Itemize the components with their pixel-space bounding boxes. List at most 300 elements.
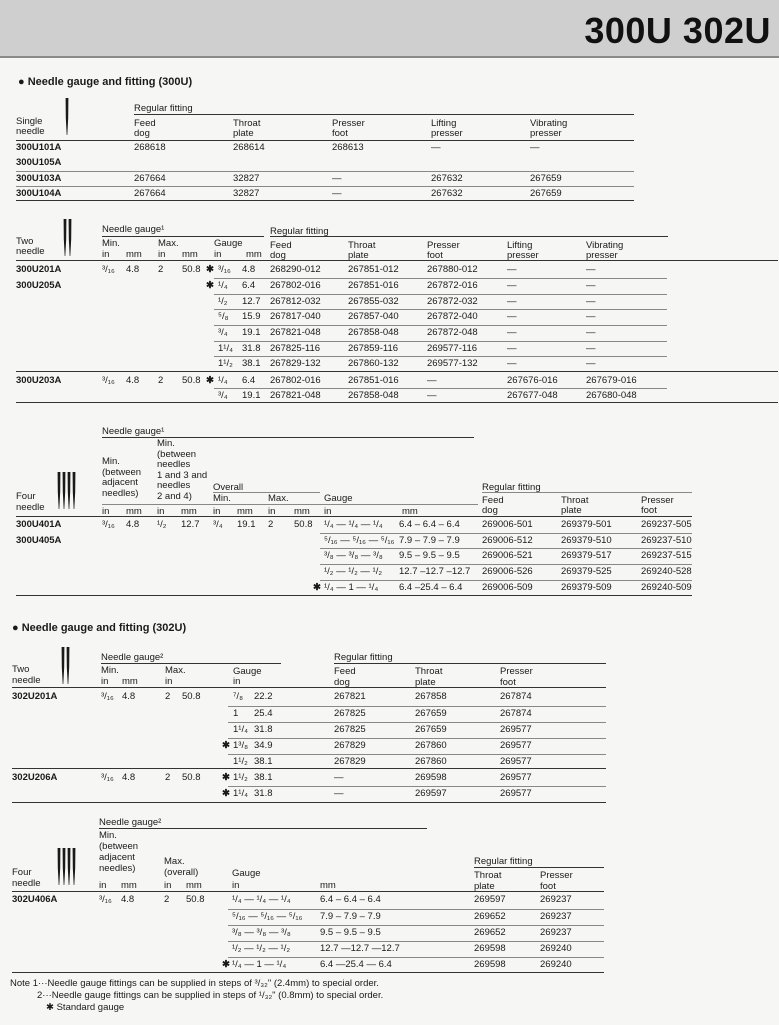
- unit-label: mm: [294, 506, 310, 517]
- col-header: dog: [334, 677, 350, 688]
- table-cell: 32827: [233, 188, 260, 199]
- table-cell: 269577: [500, 772, 532, 783]
- row-rule: [228, 909, 604, 910]
- row-rule: [16, 371, 778, 372]
- table-cell: 267632: [431, 173, 463, 184]
- cell-in: ³/₁₆: [102, 264, 115, 275]
- col-header: Lifting: [431, 118, 457, 129]
- col-header: Throat: [233, 118, 261, 129]
- sub-min: Min.: [213, 493, 231, 504]
- group-rule: [134, 114, 634, 115]
- table-cell: —: [332, 188, 342, 199]
- group-regular-fitting: Regular fitting: [474, 856, 533, 867]
- table-cell: —: [586, 311, 596, 322]
- col-header: presser: [530, 128, 562, 139]
- table-cell: —: [431, 142, 441, 153]
- table-cell: —: [507, 296, 517, 307]
- table-cell: 269240: [540, 943, 572, 954]
- gauge-mm: 38.1: [254, 772, 273, 783]
- group-needle-gauge: Needle gauge²: [101, 652, 164, 663]
- table-cell: 269597: [415, 788, 447, 799]
- table-cell: —: [507, 358, 517, 369]
- col-header: Presser: [641, 495, 674, 506]
- table-cell: 267829-132: [270, 358, 321, 369]
- cell-mm: 4.8: [126, 375, 140, 386]
- model-code: 300U405A: [16, 535, 62, 546]
- standard-star: ✱: [222, 772, 230, 783]
- cell-in: 2: [165, 772, 171, 783]
- cell-mm: 50.8: [182, 772, 201, 783]
- header-rule: [102, 504, 478, 505]
- cell-in: ³/₁₆: [102, 375, 115, 386]
- table-cell: 267860-132: [348, 358, 399, 369]
- gauge-in: ³/₁₆: [218, 264, 231, 275]
- col-header: foot: [540, 881, 556, 892]
- sub-gauge: Gauge: [232, 868, 261, 879]
- row-rule: [12, 802, 606, 803]
- gauge-in: ³/₄: [218, 390, 228, 401]
- table-cell: 269006-501: [482, 519, 533, 530]
- standard-star: ✱: [206, 280, 214, 291]
- group-regular-fitting: Regular fitting: [482, 482, 541, 493]
- table-cell: 267872-048: [427, 327, 478, 338]
- sub-min-13: 2 and 4): [157, 490, 192, 502]
- gauge-mm: 31.8: [254, 788, 273, 799]
- row-rule: [214, 388, 667, 389]
- gauge-mm: 6.4 –25.4 – 6.4: [399, 582, 463, 593]
- gauge-in: ¹/₄ — ¹/₄ — ¹/₄: [232, 894, 291, 905]
- cell-mm: 50.8: [182, 264, 201, 275]
- row-rule: [16, 186, 634, 187]
- table-cell: 267857-040: [348, 311, 399, 322]
- table-cell: 269237-505: [641, 519, 692, 530]
- table-cell: 269379-510: [561, 535, 612, 546]
- row-rule: [16, 171, 634, 172]
- model-code: 300U105A: [16, 157, 62, 168]
- table-cell: 269379-501: [561, 519, 612, 530]
- table-cell: 269006-509: [482, 582, 533, 593]
- table-cell: 267855-032: [348, 296, 399, 307]
- table-cell: 268290-012: [270, 264, 321, 275]
- col-header: plate: [474, 881, 495, 892]
- table-cell: 267680-048: [586, 390, 637, 401]
- cell-mm: 50.8: [182, 691, 201, 702]
- group-rule: [270, 236, 668, 237]
- unit-label: mm: [246, 249, 262, 260]
- table-cell: —: [507, 311, 517, 322]
- gauge-in: ⁷/₈: [233, 691, 244, 702]
- row-rule: [12, 972, 604, 973]
- table-cell: 267659: [530, 173, 562, 184]
- gauge-mm: 19.1: [242, 327, 261, 338]
- gauge-mm: 12.7: [242, 296, 261, 307]
- gauge-in: ¹/₄: [218, 280, 228, 291]
- gauge-mm: 31.8: [242, 343, 261, 354]
- unit-label: in: [157, 506, 165, 517]
- gauge-in: 1¹/₂: [218, 358, 233, 369]
- col-header: Feed: [270, 240, 292, 251]
- col-header: presser: [507, 250, 539, 261]
- standard-star: ✱: [222, 959, 230, 970]
- table-cell: 269006-526: [482, 566, 533, 577]
- sub-min-adjacent: Min.: [102, 456, 120, 467]
- footnote-1: Note 1···Needle gauge fittings can be supplied in steps of ³/₃₂" (2.4mm) to special order.: [10, 978, 379, 989]
- table-cell: 267851-016: [348, 280, 399, 291]
- col-header: Presser: [427, 240, 460, 251]
- gauge-in: 1¹/₄: [233, 788, 248, 799]
- unit-label: mm: [186, 880, 202, 891]
- row-rule: [214, 278, 667, 279]
- group-needle-gauge: Needle gauge²: [99, 817, 162, 828]
- table-cell: 267802-016: [270, 375, 321, 386]
- group-needle-gauge: Needle gauge¹: [102, 224, 165, 235]
- unit-label: in: [268, 506, 276, 517]
- row-rule: [228, 925, 604, 926]
- sub-max: Max.: [268, 493, 289, 504]
- cell-value: 19.1: [237, 519, 256, 530]
- row-rule: [16, 402, 778, 403]
- table-cell: 267679-016: [586, 375, 637, 386]
- col-header: Presser: [540, 870, 573, 881]
- gauge-mm: 12.7 –12.7 –12.7: [399, 566, 471, 577]
- table-cell: —: [334, 772, 344, 783]
- row-rule: [320, 533, 692, 534]
- gauge-in: ¹/₄ — 1 — ¹/₄: [324, 582, 379, 593]
- cell-in: 2: [164, 894, 170, 905]
- col-header: dog: [134, 128, 150, 139]
- gauge-mm: 25.4: [254, 708, 273, 719]
- unit-label: mm: [121, 880, 137, 891]
- row-label-needle: needle: [12, 878, 41, 889]
- cell-mm: 50.8: [186, 894, 205, 905]
- col-header: foot: [500, 677, 516, 688]
- table-cell: 269598: [415, 772, 447, 783]
- col-header: dog: [270, 250, 286, 261]
- table-cell: 269652: [474, 927, 506, 938]
- gauge-in: 1¹/₄: [218, 343, 233, 354]
- gauge-in: ¹/₄ — 1 — ¹/₄: [232, 959, 287, 970]
- table-cell: 269237: [540, 894, 572, 905]
- col-header: plate: [415, 677, 436, 688]
- unit-label: in: [158, 249, 166, 260]
- table-cell: —: [586, 358, 596, 369]
- table-cell: 268613: [332, 142, 364, 153]
- unit-label: in: [102, 506, 110, 517]
- group-rule: [102, 236, 264, 237]
- unit-label: mm: [402, 506, 418, 517]
- col-header: Throat: [348, 240, 376, 251]
- cell-mm: 4.8: [126, 264, 140, 275]
- table-cell: 269237-515: [641, 550, 692, 561]
- cell-value: ¹/₂: [157, 519, 167, 530]
- row-label-two: Two: [12, 664, 30, 675]
- table-cell: 269598: [474, 959, 506, 970]
- unit-label: in: [101, 676, 109, 687]
- needle-icon: [64, 96, 73, 136]
- gauge-mm: 38.1: [254, 756, 273, 767]
- group-rule: [474, 867, 604, 868]
- unit-label: mm: [126, 506, 142, 517]
- row-rule: [320, 548, 692, 549]
- row-rule: [228, 786, 606, 787]
- group-needle-gauge: Needle gauge¹: [102, 426, 165, 437]
- col-header: Feed: [134, 118, 156, 129]
- row-rule: [214, 309, 667, 310]
- table-cell: 269379-517: [561, 550, 612, 561]
- table-cell: 269577: [500, 724, 532, 735]
- table-cell: 267659: [415, 724, 447, 735]
- sub-max: Max.: [158, 238, 179, 249]
- col-header: Presser: [500, 666, 533, 677]
- cell-value: 4.8: [126, 519, 140, 530]
- unit-label: in: [232, 880, 240, 891]
- gauge-mm: 34.9: [254, 740, 273, 751]
- row-rule: [320, 564, 692, 565]
- row-rule: [228, 738, 606, 739]
- unit-label: in: [213, 506, 221, 517]
- table-cell: 269597: [474, 894, 506, 905]
- col-header: plate: [561, 505, 582, 516]
- model-code: 300U203A: [16, 375, 62, 386]
- gauge-in: 1: [233, 708, 239, 719]
- row-label-single: Single: [16, 116, 43, 127]
- model-code: 300U401A: [16, 519, 62, 530]
- table-cell: —: [530, 142, 540, 153]
- model-code: 300U103A: [16, 173, 62, 184]
- table-cell: 267825-116: [270, 343, 321, 354]
- gauge-in: ³/₈ — ³/₈ — ³/₈: [232, 927, 291, 938]
- gauge-mm: 38.1: [242, 358, 261, 369]
- table-cell: —: [427, 375, 437, 386]
- unit-label: in: [99, 880, 107, 891]
- table-cell: 267851-012: [348, 264, 399, 275]
- table-cell: —: [334, 788, 344, 799]
- row-rule: [16, 200, 634, 201]
- standard-star: ✱: [313, 582, 321, 593]
- unit-label: mm: [320, 880, 336, 891]
- group-rule: [99, 828, 427, 829]
- row-rule: [16, 595, 692, 596]
- sub-min-13: needles: [157, 459, 191, 470]
- table-cell: 267676-016: [507, 375, 558, 386]
- col-header: Vibrating: [586, 240, 624, 251]
- cell-in: 2: [158, 375, 164, 386]
- table-cell: 267860: [415, 740, 447, 751]
- sub-gauge: Gauge: [233, 666, 262, 677]
- table-cell: 269379-509: [561, 582, 612, 593]
- sub-min-adjacent: Min.: [99, 830, 117, 841]
- table-cell: —: [507, 264, 517, 275]
- table-cell: 267659: [415, 708, 447, 719]
- table-cell: —: [332, 173, 342, 184]
- footnote-2: 2···Needle gauge fittings can be supplied in steps of ¹/₃₂" (0.8mm) to special order.: [37, 990, 384, 1001]
- needle-icon: [62, 217, 76, 257]
- cell-in: ³/₁₆: [101, 772, 114, 783]
- row-label-needle: needle: [16, 502, 45, 513]
- cell-mm: 50.8: [182, 375, 201, 386]
- unit-label: in: [165, 676, 173, 687]
- row-label-needle: needle: [16, 246, 45, 257]
- table-cell: 267872-016: [427, 280, 478, 291]
- gauge-mm: 7.9 – 7.9 – 7.9: [320, 911, 381, 922]
- col-header: Throat: [561, 495, 589, 506]
- cell-mm: 4.8: [122, 772, 136, 783]
- model-code: 300U205A: [16, 280, 62, 291]
- table-cell: 267880-012: [427, 264, 478, 275]
- sub-gauge: Gauge: [214, 238, 243, 249]
- cell-value: ³/₁₆: [102, 519, 115, 530]
- cell-mm: 4.8: [122, 691, 136, 702]
- header-rule: [16, 516, 692, 517]
- gauge-mm: 7.9 – 7.9 – 7.9: [399, 535, 460, 546]
- gauge-in: 1¹/₄: [233, 724, 248, 735]
- sub-min-adjacent: (between: [99, 841, 139, 852]
- cell-in: ³/₁₆: [99, 894, 112, 905]
- standard-star: ✱: [206, 264, 214, 275]
- top-banner: [0, 0, 779, 58]
- group-rule: [334, 663, 606, 664]
- gauge-mm: 15.9: [242, 311, 261, 322]
- gauge-mm: 31.8: [254, 724, 273, 735]
- col-header: presser: [586, 250, 618, 261]
- table-cell: 269237: [540, 927, 572, 938]
- table-cell: 269379-525: [561, 566, 612, 577]
- gauge-mm: 6.4 – 6.4 – 6.4: [399, 519, 460, 530]
- table-cell: 267872-032: [427, 296, 478, 307]
- sub-overall: Overall: [213, 482, 244, 493]
- gauge-mm: 19.1: [242, 390, 261, 401]
- table-cell: 267872-040: [427, 311, 478, 322]
- cell-value: 2: [268, 519, 274, 530]
- unit-label: mm: [237, 506, 253, 517]
- gauge-mm: 6.4 —25.4 — 6.4: [320, 959, 392, 970]
- unit-label: mm: [122, 676, 138, 687]
- table-cell: 269652: [474, 911, 506, 922]
- section-heading-300u: ● Needle gauge and fitting (300U): [18, 76, 193, 88]
- unit-label: mm: [182, 249, 198, 260]
- table-cell: 267802-016: [270, 280, 321, 291]
- gauge-in: 1¹/₂: [233, 772, 248, 783]
- sub-max: (overall): [164, 867, 199, 878]
- model-code: 300U201A: [16, 264, 62, 275]
- table-cell: 267821-048: [270, 327, 321, 338]
- gauge-mm: 4.8: [242, 264, 256, 275]
- table-cell: 269240: [540, 959, 572, 970]
- col-header: plate: [233, 128, 254, 139]
- sub-min-13: Min.: [157, 438, 175, 449]
- table-cell: 267821: [334, 691, 366, 702]
- row-rule: [214, 341, 667, 342]
- table-cell: 267860: [415, 756, 447, 767]
- table-cell: 269237: [540, 911, 572, 922]
- needle-icon: [56, 846, 80, 886]
- gauge-in: ¹/₄: [218, 375, 228, 386]
- group-regular-fitting: Regular fitting: [270, 226, 329, 237]
- table-cell: —: [586, 327, 596, 338]
- model-code: 302U201A: [12, 691, 58, 702]
- table-cell: 267677-048: [507, 390, 558, 401]
- col-header: foot: [427, 250, 443, 261]
- table-cell: 269006-521: [482, 550, 533, 561]
- gauge-in: ¹/₄ — ¹/₄ — ¹/₄: [324, 519, 383, 530]
- col-header: Throat: [415, 666, 443, 677]
- gauge-mm: 6.4: [242, 375, 256, 386]
- row-rule: [320, 580, 692, 581]
- gauge-in: ³/₈ — ³/₈ — ³/₈: [324, 550, 383, 561]
- col-header: foot: [641, 505, 657, 516]
- table-cell: 268618: [134, 142, 166, 153]
- cell-in: 2: [165, 691, 171, 702]
- table-cell: 267858-048: [348, 327, 399, 338]
- header-rule: [12, 687, 606, 688]
- table-cell: 267821-048: [270, 390, 321, 401]
- group-rule: [101, 663, 281, 664]
- table-cell: —: [586, 264, 596, 275]
- unit-label: mm: [181, 506, 197, 517]
- row-rule: [12, 768, 606, 769]
- model-code: 300U104A: [16, 188, 62, 199]
- col-header: Presser: [332, 118, 365, 129]
- table-cell: 267825: [334, 724, 366, 735]
- cell-value: 12.7: [181, 519, 200, 530]
- gauge-in: ¹/₂: [218, 296, 228, 307]
- group-rule: [482, 492, 692, 493]
- row-rule: [214, 294, 667, 295]
- row-label-four: Four: [12, 867, 32, 878]
- table-cell: —: [507, 343, 517, 354]
- cell-value: ³/₄: [213, 519, 223, 530]
- table-cell: 268614: [233, 142, 265, 153]
- col-header: presser: [431, 128, 463, 139]
- needle-icon: [56, 470, 80, 510]
- row-rule: [228, 941, 604, 942]
- col-header: Vibrating: [530, 118, 568, 129]
- section-heading-302u: ● Needle gauge and fitting (302U): [12, 622, 187, 634]
- table-cell: 267858-048: [348, 390, 399, 401]
- gauge-in: ⁵/₁₆ — ⁵/₁₆ — ⁵/₁₆: [324, 535, 395, 546]
- table-cell: 269240-528: [641, 566, 692, 577]
- table-cell: 267664: [134, 188, 166, 199]
- table-cell: 269577: [500, 788, 532, 799]
- table-cell: 267829: [334, 756, 366, 767]
- needle-icon: [60, 645, 74, 685]
- table-cell: 267859-116: [348, 343, 399, 354]
- table-cell: 267858: [415, 691, 447, 702]
- model-code: 302U406A: [12, 894, 58, 905]
- row-label-two: Two: [16, 236, 34, 247]
- row-label-needle: needle: [16, 126, 45, 137]
- table-cell: 269006-512: [482, 535, 533, 546]
- gauge-mm: 6.4 – 6.4 – 6.4: [320, 894, 381, 905]
- table-cell: 267664: [134, 173, 166, 184]
- table-cell: —: [586, 343, 596, 354]
- sub-max: Max.: [164, 856, 185, 867]
- table-cell: 269577-116: [427, 343, 478, 354]
- col-header: foot: [332, 128, 348, 139]
- table-cell: 267874: [500, 691, 532, 702]
- col-header: Lifting: [507, 240, 533, 251]
- model-code: 300U101A: [16, 142, 62, 153]
- table-cell: 267817-040: [270, 311, 321, 322]
- table-cell: 269237-510: [641, 535, 692, 546]
- cell-value: 50.8: [294, 519, 313, 530]
- table-cell: 269577-132: [427, 358, 478, 369]
- sub-gauge: Gauge: [324, 493, 353, 504]
- sub-min-13: (between: [157, 448, 197, 460]
- row-rule: [214, 356, 667, 357]
- unit-label: in: [214, 249, 222, 260]
- sub-max: Max.: [165, 665, 186, 676]
